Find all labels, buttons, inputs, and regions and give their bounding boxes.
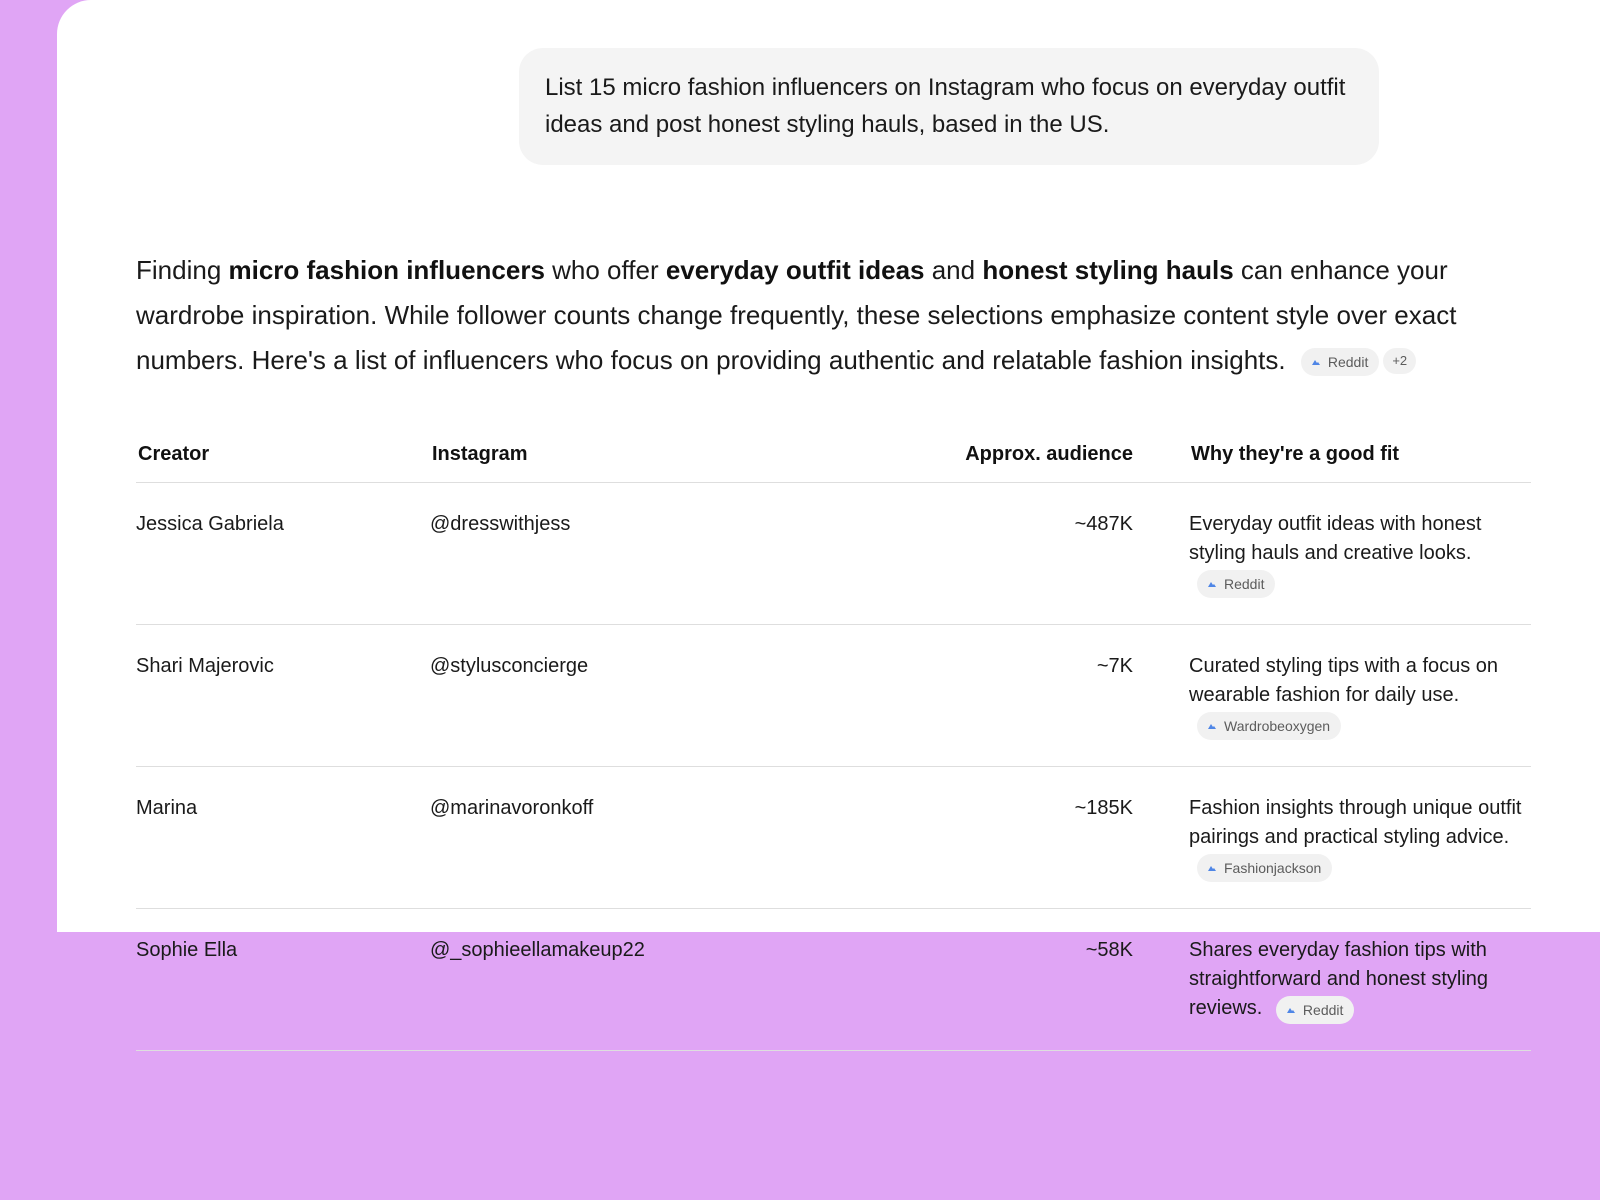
creator-name: Jessica Gabriela: [136, 483, 430, 625]
source-favicon-icon: [1208, 723, 1216, 729]
assistant-intro: [136, 248, 1476, 383]
source-chip-label: Reddit: [1302, 1002, 1344, 1018]
audience-size: ~58K: [672, 909, 1189, 1051]
source-chip[interactable]: [1197, 712, 1341, 740]
why-text: Shares everyday fashion tips with straightforward and honest styling reviews.: [1189, 939, 1489, 1019]
table-row: [136, 909, 1531, 1051]
source-chip-reddit[interactable]: [1301, 348, 1379, 376]
chat-window: [57, 0, 1600, 1019]
source-chip-label: Reddit: [1224, 576, 1265, 592]
intro-text-3: and: [924, 255, 983, 285]
user-message-text: List 15 micro fashion influencers on Instagram who focus on everyday outfit ideas and post honest styling hauls, based in the US.: [545, 74, 1346, 138]
table-header-row: [136, 435, 1531, 483]
intro-text-4: can enhance your wardrobe inspiration. While follower counts change frequently, these selections emphasize content style over exact numbers. Here's a list of influencers who focus on providing authentic and relatable fashion insights.: [136, 255, 1457, 375]
audience-size: ~185K: [672, 767, 1189, 909]
intro-bold-1: micro fashion influencers: [228, 255, 545, 285]
source-favicon-icon: [1287, 1007, 1295, 1013]
table-row: [136, 625, 1531, 767]
intro-bold-2: everyday outfit ideas: [665, 255, 925, 285]
source-favicon-icon: [1208, 865, 1216, 871]
creator-name: Marina: [136, 767, 430, 909]
creator-name: Shari Majerovic: [136, 625, 430, 767]
why-good-fit: [1189, 625, 1531, 767]
header-why: Why they're a good fit: [1189, 435, 1531, 483]
intro-bold-3: honest styling hauls: [982, 255, 1234, 285]
why-good-fit: [1189, 909, 1531, 1051]
source-favicon-icon: [1208, 581, 1216, 587]
table-row: [136, 483, 1531, 625]
why-good-fit: [1189, 483, 1531, 625]
header-instagram: Instagram: [430, 435, 672, 483]
instagram-handle: @stylusconcierge: [430, 625, 672, 767]
table-row: [136, 767, 1531, 909]
source-chip[interactable]: [1197, 570, 1275, 598]
user-message: [519, 48, 1379, 165]
source-chip-label: Fashionjackson: [1224, 860, 1322, 876]
audience-size: ~487K: [672, 483, 1189, 625]
why-good-fit: [1189, 767, 1531, 909]
instagram-handle: @_sophieellamakeup22: [430, 909, 672, 1051]
header-audience: Approx. audience: [672, 435, 1189, 483]
header-creator: Creator: [136, 435, 430, 483]
instagram-handle: @dresswithjess: [430, 483, 672, 625]
why-text: Everyday outfit ideas with honest styling hauls and creative looks.: [1189, 513, 1482, 564]
source-chip[interactable]: [1197, 854, 1332, 882]
instagram-handle: @marinavoronkoff: [430, 767, 672, 909]
intro-text-2: who offer: [544, 255, 666, 285]
why-text: Fashion insights through unique outfit pairings and practical styling advice.: [1189, 797, 1522, 848]
creator-name: Sophie Ella: [136, 909, 430, 1051]
source-chip-label: Wardrobeoxygen: [1224, 718, 1331, 734]
influencer-table: [136, 435, 1531, 1051]
audience-size: ~7K: [672, 625, 1189, 767]
source-favicon-icon: [1312, 359, 1320, 365]
source-chip[interactable]: [1276, 996, 1354, 1024]
more-sources-chip[interactable]: +2: [1383, 348, 1416, 374]
why-text: Curated styling tips with a focus on wearable fashion for daily use.: [1189, 655, 1499, 706]
source-chip-label: Reddit: [1327, 354, 1369, 370]
intro-text-1: Finding: [136, 255, 229, 285]
